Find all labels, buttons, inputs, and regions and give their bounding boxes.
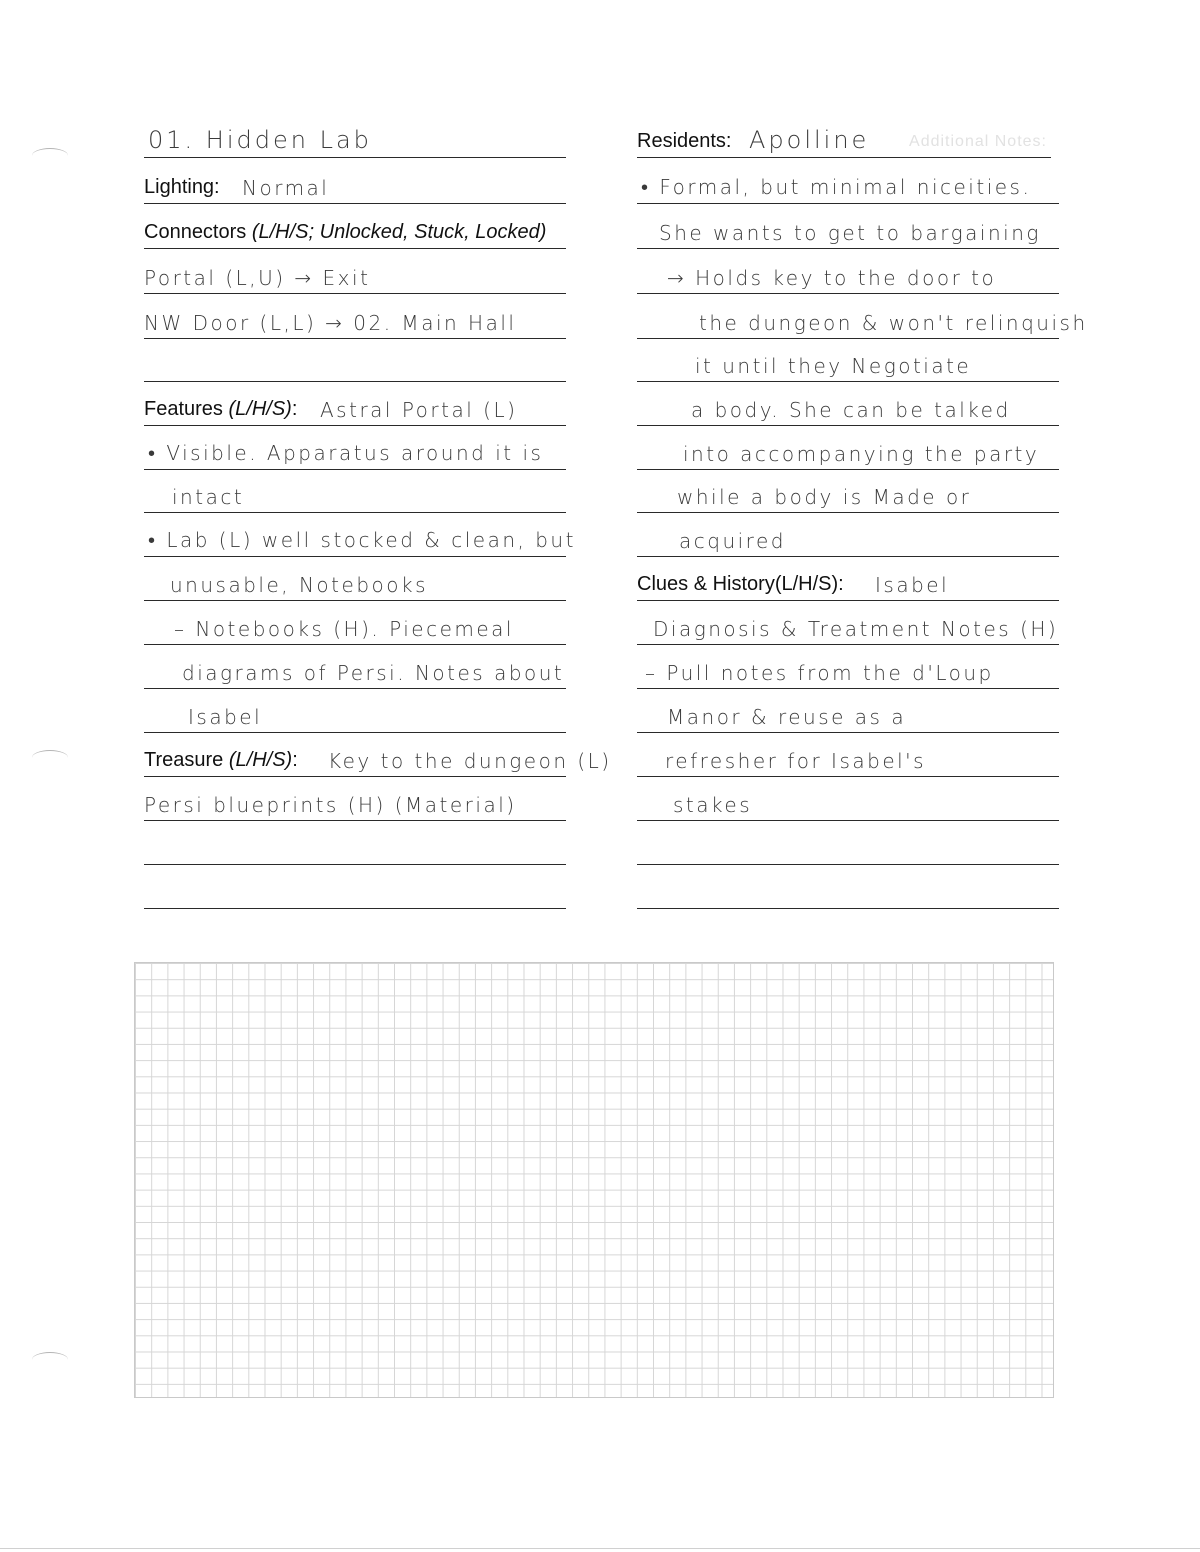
map-grid (134, 962, 1054, 1398)
connectors-label-text: Connectors (144, 221, 247, 243)
punch-hole (32, 1352, 68, 1367)
residents-note: She wants to get to bargaining (659, 221, 1041, 245)
features-note: • Lab (L) well stocked & clean, but (148, 528, 576, 552)
residents-note: the dungeon & won't relinquish (699, 311, 1088, 335)
features-note-line (144, 645, 566, 689)
clues-note-line (637, 601, 1059, 645)
clues-line (637, 557, 1059, 601)
punch-hole (32, 750, 68, 765)
features-note: unusable, Notebooks (170, 573, 428, 597)
features-line (144, 382, 566, 426)
residents-note-line (637, 295, 1088, 339)
clues-note-line (637, 645, 1059, 689)
clues-note-line (637, 733, 1059, 777)
treasure-label-text: Treasure (144, 749, 224, 771)
lighting-label: Lighting: (144, 176, 220, 198)
features-note-line (144, 513, 576, 557)
residents-note-line (637, 426, 1059, 470)
residents-note: → Holds key to the door to (667, 266, 997, 290)
residents-note-line (637, 250, 1059, 294)
clues-value: Isabel (875, 573, 950, 597)
clues-note: stakes (673, 793, 753, 817)
connector-entry: Portal (L,U) → Exit (144, 266, 371, 290)
residents-note-line (637, 160, 1059, 204)
clues-note-line (637, 777, 1059, 821)
connectors-line (144, 205, 566, 249)
residents-note: a body. She can be talked (691, 398, 1011, 422)
treasure-hint: (L/H/S) (228, 749, 293, 771)
features-hint: (L/H/S) (228, 398, 292, 420)
features-note-line (144, 426, 566, 470)
residents-note-line (637, 205, 1059, 249)
features-note: diagrams of Persi. Notes about (182, 661, 565, 685)
room-title: 01. Hidden Lab (148, 126, 372, 154)
treasure-note-line (144, 777, 566, 821)
clues-note: – Pull notes from the d'Loup (645, 661, 994, 685)
features-note-line (144, 469, 566, 513)
treasure-line (144, 733, 612, 777)
room-title-line (144, 114, 566, 158)
treasure-value: Key to the dungeon (L) (328, 749, 612, 773)
residents-note-line (637, 469, 1059, 513)
lighting-value: Normal (242, 176, 330, 200)
features-note-line (144, 557, 566, 601)
connectors-hint: (L/H/S; Unlocked, Stuck, Locked) (251, 221, 547, 243)
residents-note-line (637, 338, 1059, 382)
features-note: • Visible. Apparatus around it is (148, 441, 544, 465)
features-label: Features (L/H/S): (144, 398, 298, 420)
clues-note: refresher for Isabel's (665, 749, 927, 773)
residents-note: • Formal, but minimal niceities. (641, 175, 1032, 199)
blank-line (144, 338, 566, 382)
features-note-line (144, 689, 566, 733)
lighting-line (144, 160, 566, 204)
residents-note: into accompanying the party (683, 442, 1040, 466)
residents-note: while a body is Made or (677, 485, 972, 509)
connector-line (144, 295, 566, 339)
clues-note-line (637, 689, 1059, 733)
residents-line (637, 114, 1051, 158)
features-label-text: Features (144, 398, 223, 420)
punch-hole (32, 148, 68, 163)
features-note: – Notebooks (H). Piecemeal (174, 617, 514, 641)
treasure-label: Treasure (L/H/S): (144, 749, 298, 771)
residents-note: acquired (679, 529, 786, 553)
residents-value: Apolline (749, 126, 870, 154)
residents-label: Residents: (637, 130, 732, 152)
scan-edge (0, 1548, 1200, 1549)
blank-line (637, 865, 1059, 909)
connector-line (144, 250, 566, 294)
features-note: Isabel (188, 705, 263, 729)
faded-additional-notes: Additional Notes: (909, 133, 1047, 150)
connectors-label (144, 221, 546, 244)
clues-label: Clues & History(L/H/S): (637, 573, 844, 595)
residents-note: it until they Negotiate (695, 354, 972, 378)
residents-note-line (637, 513, 1059, 557)
clues-note: Manor & reuse as a (667, 705, 907, 729)
blank-line (144, 865, 566, 909)
features-note-line (144, 601, 566, 645)
treasure-note: Persi blueprints (H) (Material) (144, 793, 517, 817)
residents-note-line (637, 382, 1059, 426)
features-note: intact (172, 485, 245, 509)
connector-entry: NW Door (L,L) → 02. Main Hall (144, 311, 517, 335)
blank-line (637, 821, 1059, 865)
blank-line (144, 821, 566, 865)
clues-note: Diagnosis & Treatment Notes (H) (653, 617, 1059, 641)
features-value: Astral Portal (L) (320, 398, 518, 422)
